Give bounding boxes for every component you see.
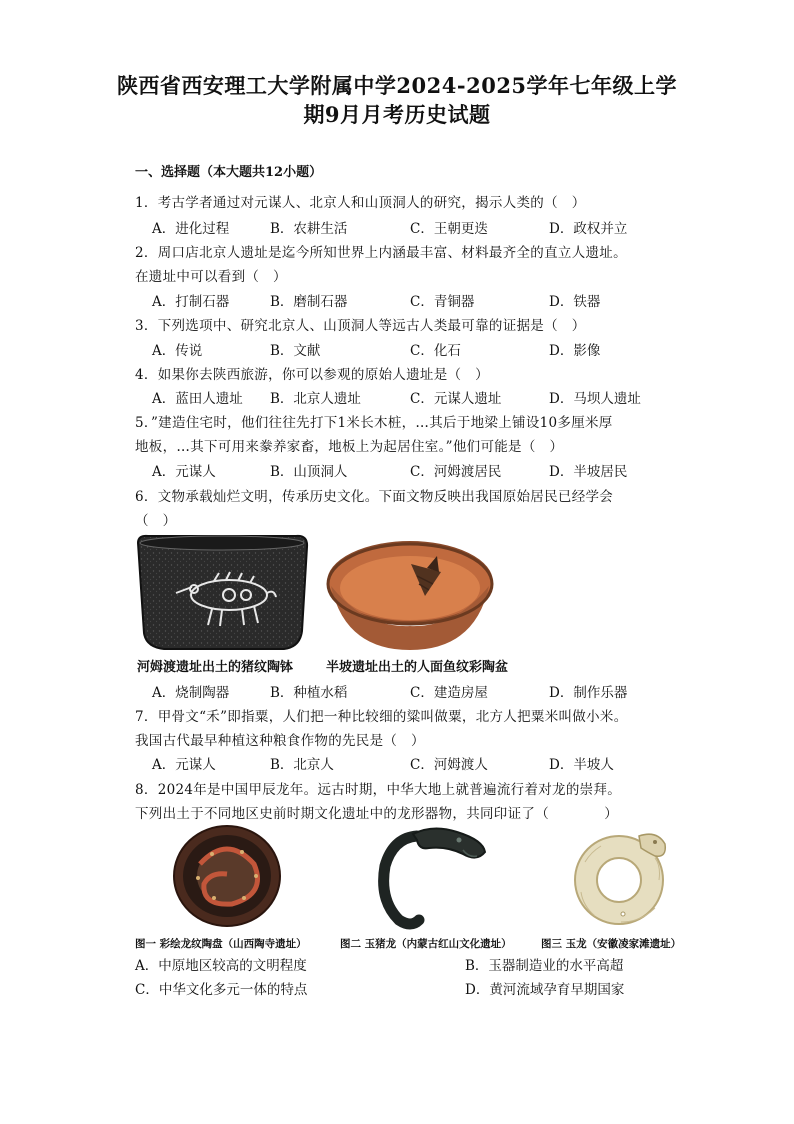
- option-b: B．磨制石器: [270, 294, 348, 310]
- option-d: D．影像: [549, 343, 601, 359]
- painted-dragon-pottery-plate-image: [172, 824, 282, 930]
- option-b: B．北京人遗址: [270, 391, 361, 407]
- option-c: C．青铜器: [410, 294, 475, 310]
- option-b: B．农耕生活: [270, 221, 348, 237]
- image-caption-hemudu: 河姆渡遗址出土的猪纹陶钵: [137, 660, 294, 675]
- option-a: A．传说: [152, 343, 203, 359]
- option-c: C．王朝更迭: [410, 221, 488, 237]
- option-d: D．半坡居民: [549, 464, 628, 480]
- option-c: C．中华文化多元一体的特点: [135, 982, 308, 998]
- option-a: A．蓝田人遗址: [152, 391, 243, 407]
- option-d: D．马坝人遗址: [549, 391, 641, 407]
- question-5-stem-line-2: 地板，…其下可用来豢养家畜，地板上为起居住室。”他们可能是（ ）: [135, 439, 564, 455]
- option-a: A．打制石器: [152, 294, 230, 310]
- human-face-fish-pattern-basin-image: [325, 538, 495, 652]
- pig-pattern-pottery-bowl-image: [134, 533, 310, 653]
- option-b: B．玉器制造业的水平高超: [465, 958, 624, 974]
- question-5-stem-line-1: 5．”建造住宅时，他们往往先打下1米长木桩，…其后于地梁上铺设10多厘米厚: [135, 415, 613, 431]
- question-8-stem-line-1: 8．2024年是中国甲辰龙年。远古时期，中华大地上就普遍流行着对龙的崇拜。: [135, 782, 622, 798]
- option-c: C．河姆渡人: [410, 757, 488, 773]
- option-d: D．半坡人: [549, 757, 614, 773]
- section-heading: 一、选择题（本大题共12小题）: [135, 165, 323, 180]
- option-a: A．元谋人: [152, 464, 216, 480]
- option-b: B．种植水稻: [270, 685, 348, 701]
- option-d: D．铁器: [549, 294, 601, 310]
- figure-caption-1: 图一 彩绘龙纹陶盘（山西陶寺遗址）: [135, 938, 307, 950]
- option-b: B．文献: [270, 343, 321, 359]
- question-3-stem: 3．下列选项中、研究北京人、山顶洞人等远古人类最可靠的证据是（ ）: [135, 318, 586, 334]
- option-c: C．河姆渡居民: [410, 464, 502, 480]
- option-d: D．黄河流域孕育早期国家: [465, 982, 625, 998]
- jade-pig-dragon-image: [373, 822, 493, 932]
- figure-caption-2: 图二 玉猪龙（内蒙古红山文化遗址）: [340, 938, 512, 950]
- option-d: D．制作乐器: [549, 685, 628, 701]
- option-a: A．元谋人: [152, 757, 216, 773]
- option-c: C．化石: [410, 343, 461, 359]
- option-d: D．政权并立: [549, 221, 628, 237]
- option-b: B．山顶洞人: [270, 464, 348, 480]
- option-a: A．进化过程: [152, 221, 230, 237]
- question-7-stem-line-2: 我国古代最早种植这种粮食作物的先民是（ ）: [135, 733, 425, 749]
- question-6-stem-line-2: （ ）: [135, 513, 177, 529]
- option-b: B．北京人: [270, 757, 334, 773]
- question-4-stem: 4．如果你去陕西旅游，你可以参观的原始人遗址是（ ）: [135, 367, 489, 383]
- figure-caption-3: 图三 玉龙（安徽凌家滩遗址）: [541, 938, 682, 950]
- question-1-stem: 1．考古学者通过对元谋人、北京人和山顶洞人的研究，揭示人类的（ ）: [135, 195, 586, 211]
- option-c: C．元谋人遗址: [410, 391, 502, 407]
- document-title-line-1: 陕西省西安理工大学附属中学2024-2025学年七年级上学: [116, 73, 678, 98]
- question-2-stem-line-1: 2．周口店北京人遗址是迄今所知世界上内涵最丰富、材料最齐全的直立人遗址。: [135, 245, 627, 261]
- option-c: C．建造房屋: [410, 685, 488, 701]
- jade-dragon-image: [561, 822, 677, 932]
- option-a: A．中原地区较高的文明程度: [135, 958, 307, 974]
- image-caption-banpo: 半坡遗址出土的人面鱼纹彩陶盆: [326, 660, 509, 675]
- question-7-stem-line-1: 7．甲骨文“禾”即指粟，人们把一种比较细的粱叫做粟，北方人把粟米叫做小米。: [135, 709, 628, 725]
- question-2-stem-line-2: 在遗址中可以看到（ ）: [135, 269, 287, 285]
- document-title-line-2: 期9月月考历史试题: [303, 102, 491, 127]
- option-a: A．烧制陶器: [152, 685, 230, 701]
- question-8-stem-line-2: 下列出土于不同地区史前时期文化遗址中的龙形器物，共同印证了（ ）: [135, 806, 618, 822]
- question-6-stem-line-1: 6．文物承载灿烂文明，传承历史文化。下面文物反映出我国原始居民已经学会: [135, 489, 614, 505]
